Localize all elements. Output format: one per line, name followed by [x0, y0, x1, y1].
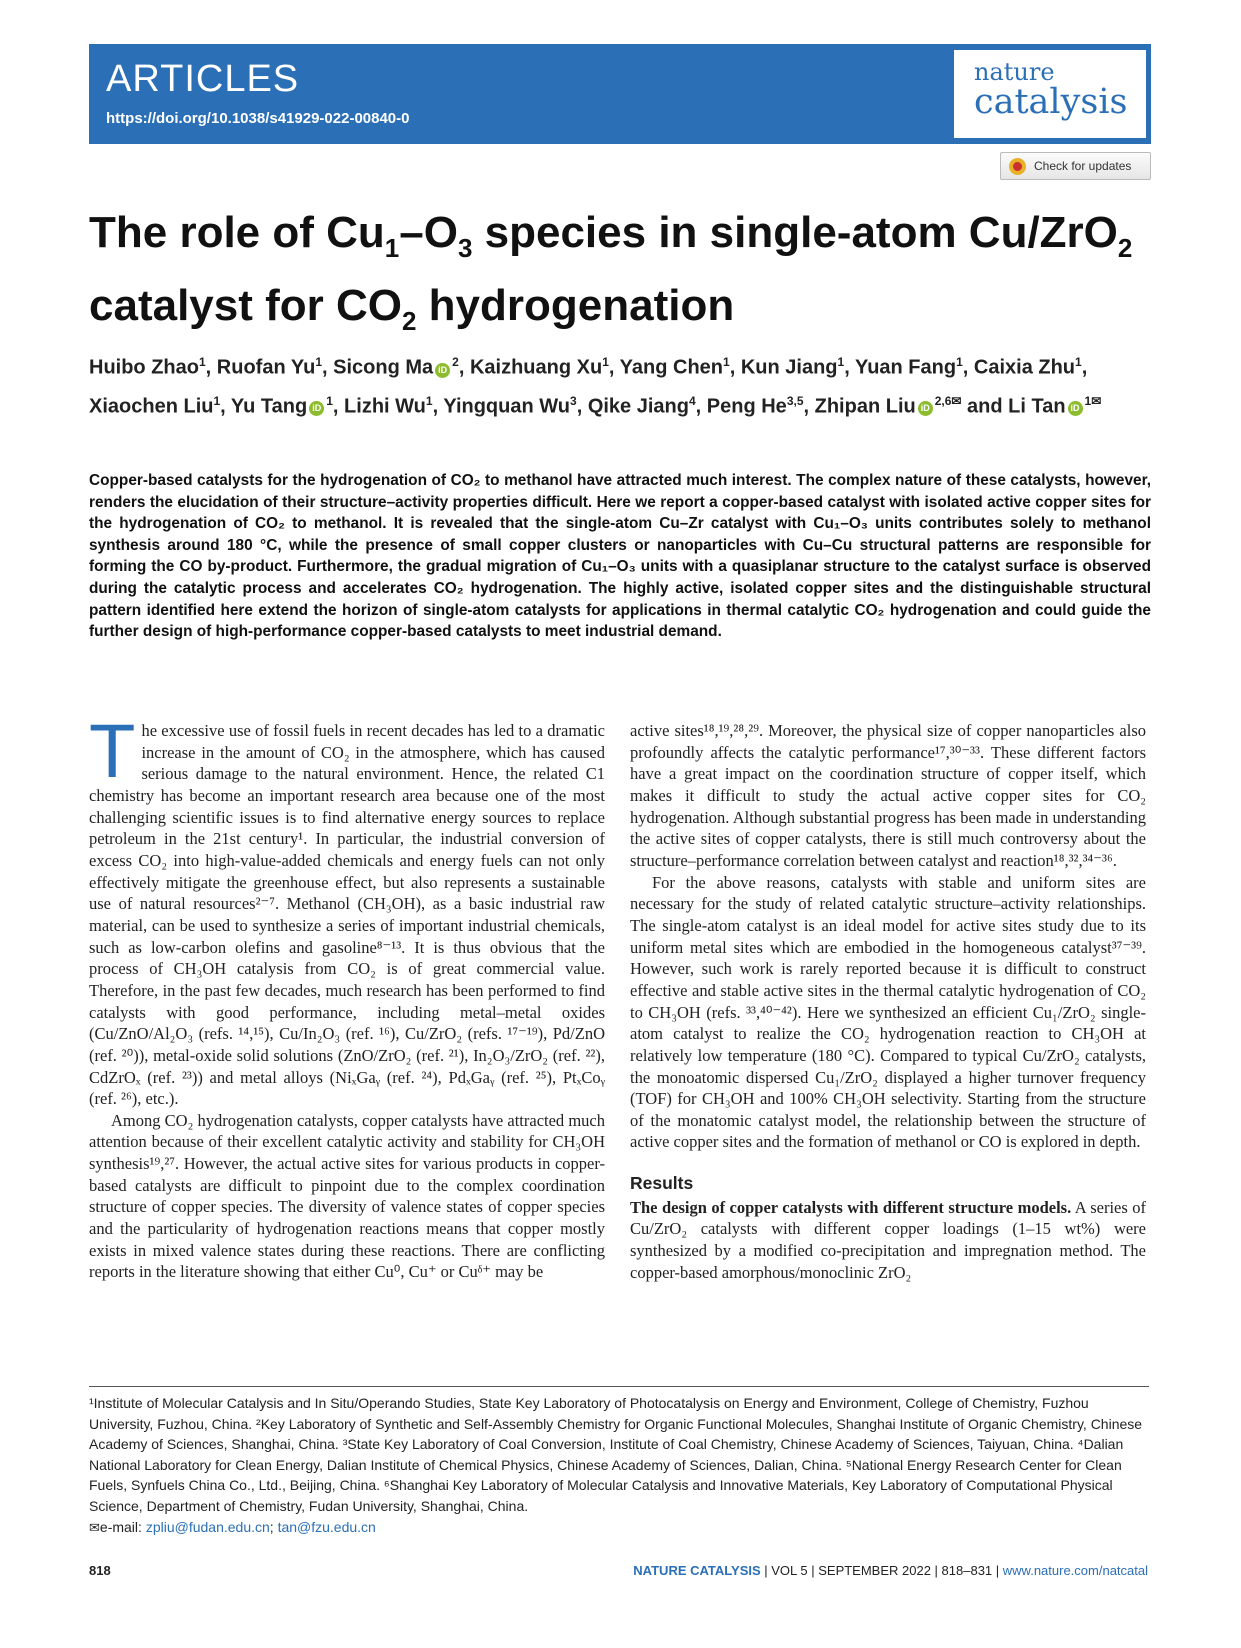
- affiliations-divider: [89, 1386, 1149, 1387]
- author-name[interactable]: Xiaochen Liu: [89, 395, 214, 418]
- email-link-zpliu[interactable]: zpliu@fudan.edu.cn: [145, 1518, 270, 1535]
- author-name[interactable]: Yingquan Wu: [443, 395, 570, 418]
- author-list: Huibo Zhao$^1$, Ruofan Yu$^1$, Sicong Ma $iD^2$, Kaizhuang Xu$^1$, Yang Chen$^1$, Kun Jiang$^1$, Yuan Fang$^1$, Caixia Zhu$^1$, Xiaochen Liu$^1$, Yu Tang $iD^1$, Lizhi Wu$^1$, Yingquan Wu$^3$, Qike Jiang$^4$, Peng He$^{3,5}$, Zhipan Liu $iD^{2,6✉}$ and Li Tan $iD^{1✉}$: [89, 355, 1102, 418]
- section-label: ARTICLES: [106, 58, 300, 100]
- logo-nature-text: nature: [974, 58, 1055, 86]
- author-affiliation: 1: [315, 355, 323, 369]
- author-name[interactable]: Peng He: [706, 395, 787, 418]
- footer-citation: [633, 1563, 1148, 1578]
- drop-cap: T: [89, 709, 136, 794]
- orcid-icon[interactable]: iD: [918, 401, 933, 416]
- author-name[interactable]: Ruofan Yu: [216, 356, 316, 379]
- email-separator: ;: [269, 1518, 278, 1535]
- footer-issue: | VOL 5 | SEPTEMBER 2022 | 818–831 |: [760, 1563, 1003, 1578]
- check-updates-label: Check for updates: [1034, 159, 1132, 173]
- affiliations: [89, 1393, 1149, 1538]
- author-affiliation: 1: [602, 355, 609, 369]
- author-name[interactable]: Huibo Zhao: [89, 356, 199, 379]
- footer-journal-url[interactable]: www.nature.com/natcatal: [1002, 1563, 1148, 1578]
- results-subheading: The design of copper catalysts with different structure models.: [630, 1197, 1072, 1217]
- author-affiliation: 1: [425, 393, 433, 408]
- author-name[interactable]: Caixia Zhu: [973, 356, 1076, 379]
- author-affiliation: 1: [326, 393, 333, 408]
- author-name[interactable]: Qike Jiang: [587, 395, 689, 418]
- body-column-right: [630, 720, 1146, 1283]
- orcid-icon[interactable]: iD: [1068, 401, 1083, 416]
- author-affiliation: 2,6: [934, 393, 952, 408]
- author-affiliation: 4: [688, 393, 696, 408]
- logo-catalysis-text: catalysis: [974, 82, 1128, 122]
- author-name[interactable]: Yu Tang: [230, 395, 308, 418]
- check-updates-button[interactable]: [1000, 152, 1151, 180]
- intro-paragraph-2: Among CO₂ hydrogenation catalysts, copper catalysts have attracted much attention because of their excellent catalytic activity and stability for CH₃OH synthesis¹⁹,²⁷. However, the actual active sites for various products in copper-based catalysts are difficult to pinpoint due to the complex coordination structure of copper species. The diversity of valence states of copper species and the particularity of hydrogenation reactions means that copper mostly exists in mixed valence states during these reactions. There are conflicting reports in the literature showing that either Cu⁰, Cu⁺ or Cuᵟ⁺ may be: [89, 1110, 605, 1282]
- email-label: e-mail:: [99, 1518, 146, 1535]
- author-affiliation: 1: [1084, 393, 1092, 408]
- author-affiliation: 1: [198, 355, 206, 369]
- envelope-icon[interactable]: ✉: [1091, 393, 1102, 408]
- email-link-tan[interactable]: tan@fzu.edu.cn: [277, 1518, 376, 1535]
- author-name[interactable]: Kun Jiang: [740, 356, 838, 379]
- author-affiliation: 1: [1075, 355, 1082, 369]
- author-affiliation: 1: [723, 355, 730, 369]
- results-paragraph-1: The design of copper catalysts with different structure models. A series of Cu/ZrO₂ catalysts with different copper loadings (1–15 wt%) were synthesized by a modified co-precipitation and impregnation method. The copper-based amorphous/monoclinic ZrO₂: [630, 1197, 1146, 1282]
- author-affiliation: 1: [956, 355, 963, 369]
- author-affiliation: 1: [837, 355, 845, 369]
- abstract: Copper-based catalysts for the hydrogenation of CO₂ to methanol have attracted much interest. The complex nature of these catalysts, however, renders the elucidation of their structure–activity properties difficult. Here we report a copper-based catalyst with isolated active copper sites for the hydrogenation of CO₂ to methanol. It is revealed that the single-atom Cu–Zr catalyst with Cu₁–O₃ units contributes solely to methanol synthesis around 180 °C, while the presence of small copper clusters or nanoparticles with Cu–Cu structural patterns are responsible for forming the CO by-product. Furthermore, the gradual migration of Cu₁–O₃ units with a quasiplanar structure to the catalyst surface is observed during the catalytic process and accelerates CO₂ hydrogenation. The highly active, isolated copper sites and the distinguishable structural pattern identified here extend the horizon of single-atom catalysts for applications in thermal catalytic CO₂ hydrogenation and could guide the further design of high-performance copper-based catalysts to meet industrial demand.: [89, 472, 1151, 641]
- crossmark-icon: [1009, 158, 1026, 175]
- footer-journal: NATURE CATALYSIS: [633, 1563, 761, 1578]
- author-affiliation: 2: [452, 355, 459, 369]
- envelope-icon[interactable]: ✉: [951, 393, 962, 408]
- page-number: 818: [89, 1563, 111, 1578]
- intro-paragraph-4: For the above reasons, catalysts with stable and uniform sites are necessary for the study of related catalytic structure–activity relationships. The single-atom catalyst is an ideal model for active sites study due to its uniform metal sites which are embodied in the homogeneous catalyst³⁷⁻³⁹. However, such work is rarely reported because it is difficult to construct effective and stable active sites in the thermal catalytic hydrogenation of CO₂ to CH₃OH (refs. ³³,⁴⁰⁻⁴²). Here we synthesized an efficient Cu₁/ZrO₂ single-atom catalyst to realize the CO₂ hydrogenation reaction to CH₃OH at relatively low temperature (180 °C). Compared to typical Cu/ZrO₂ catalysts, the monoatomic dispersed Cu₁/ZrO₂ displayed a higher turnover frequency (TOF) for CH₃OH and 100% CH₃OH selectivity. Starting from the structure of the monatomic catalyst model, the relationship between the structure of active copper sites and the formation of methanol or CO is explored in depth.: [630, 872, 1146, 1152]
- doi-link[interactable]: https://doi.org/10.1038/s41929-022-00840-0: [106, 110, 410, 127]
- author-affiliation: 1: [213, 393, 221, 408]
- orcid-icon[interactable]: iD: [309, 401, 324, 416]
- author-name[interactable]: Yang Chen: [619, 356, 724, 379]
- author-name[interactable]: Kaizhuang Xu: [469, 356, 603, 379]
- orcid-icon[interactable]: iD: [435, 363, 450, 378]
- affiliations-text: ¹Institute of Molecular Catalysis and In Situ/Operando Studies, State Key Laboratory of Photocatalysis on Energy and Environment, College of Chemistry, Fuzhou University, Fuzhou, China. ²Key Laboratory of Synthetic and Self-Assembly Chemistry for Organic Functional Molecules, Shanghai Institute of Organic Chemistry, Chinese Academy of Sciences, Shanghai, China. ³State Key Laboratory of Coal Conversion, Institute of Coal Chemistry, Chinese Academy of Sciences, Taiyuan, China. ⁴Dalian National Laboratory for Clean Energy, Dalian Institute of Chemical Physics, Chinese Academy of Sciences, Dalian, China. ⁵National Energy Research Center for Clean Fuels, Synfuels China Co., Ltd., Beijing, China. ⁶Shanghai Key Laboratory of Molecular Catalysis and Innovative Materials, Key Laboratory of Computational Physical Science, Department of Chemistry, Fudan University, Shanghai, China.: [89, 1395, 1143, 1514]
- author-name[interactable]: Lizhi Wu: [344, 395, 426, 418]
- author-name[interactable]: Zhipan Liu: [814, 395, 916, 418]
- article-title: The role of $Cu_1-O_3$ species in single-atom Cu/ZrO$_2$ catalyst for $CO_2$ hydrogenation: [89, 208, 1133, 336]
- author-affiliation: 3: [570, 393, 577, 408]
- author-affiliation: 3,5: [786, 393, 804, 408]
- envelope-icon: ✉: [89, 1519, 100, 1535]
- intro-paragraph-1: The excessive use of fossil fuels in recent decades has led to a dramatic increase in the amount of CO₂ in the atmosphere, which has caused serious damage to the natural environment. Hence, the related C1 chemistry has become an important research area because one of the most challenging scientific issues is to find alternative energy sources to replace petroleum in the 21st century¹. In particular, the industrial conversion of excess CO₂ into high-value-added chemicals and energy fuels can not only effectively mitigate the greenhouse effect, but also represents a sustainable use of natural resources²⁻⁷. Methanol (CH₃OH), as a basic industrial raw material, can be used to synthesize a series of important industrial chemicals, such as low-carbon olefins and gasoline⁸⁻¹³. It is thus obvious that the process of CH₃OH catalysis from CO₂ is of great commercial value. Therefore, in the past few decades, much research has been performed to find catalysts with good performance, including metal–metal oxides (Cu/ZnO/Al₂O₃ (refs. ¹⁴,¹⁵), Cu/In₂O₃ (ref. ¹⁶), Cu/ZrO₂ (refs. ¹⁷⁻¹⁹), Pd/ZnO (ref. ²⁰)), metal-oxide solid solutions (ZnO/ZrO₂ (ref. ²¹), In₂O₃/ZrO₂ (ref. ²²), CdZrOₓ (ref. ²³)) and metal alloys (NiₓGaᵧ (ref. ²⁴), PdₓGaᵧ (ref. ²⁵), PtₓCoᵧ (ref. ²⁶), etc.).: [89, 709, 605, 1109]
- results-heading: Results: [630, 1173, 694, 1194]
- author-name[interactable]: Sicong Ma: [333, 356, 434, 379]
- intro-paragraph-3: active sites¹⁸,¹⁹,²⁸,²⁹. Moreover, the physical size of copper nanoparticles also profoundly affects the catalytic performance¹⁷,³⁰⁻³³. These different factors have a great impact on the coordination structure of copper itself, which makes it difficult to study the actual active copper sites for CO₂ hydrogenation. Although substantial progress has been made in understanding the active sites of copper catalysts, there is still much controversy about the structure–performance correlation between catalyst and reaction¹⁸,³²,³⁴⁻³⁶.: [630, 721, 1146, 870]
- body-column-left: [89, 709, 605, 1283]
- author-name[interactable]: Yuan Fang: [854, 356, 957, 379]
- author-name[interactable]: Li Tan: [1008, 395, 1066, 418]
